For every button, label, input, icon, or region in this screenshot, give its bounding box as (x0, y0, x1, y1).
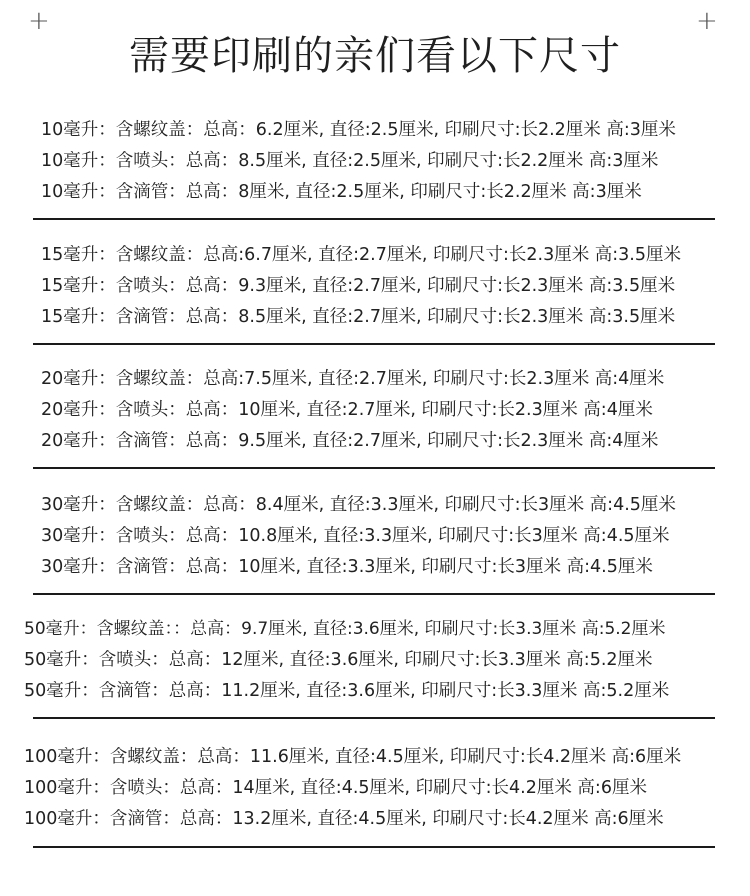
section-divider (33, 218, 715, 220)
size-row: 50毫升：含螺纹盖：：总高：9.7厘米, 直径:3.6厘米, 印刷尺寸:长3.3厘米 高:5.2厘米 (24, 619, 666, 639)
size-row: 10毫升：含喷头：总高：8.5厘米, 直径:2.5厘米, 印刷尺寸:长2.2厘米 高:3厘米 (41, 151, 659, 171)
size-row: 10毫升：含螺纹盖：总高：6.2厘米, 直径:2.5厘米, 印刷尺寸:长2.2厘米 高:3厘米 (41, 120, 676, 140)
section-divider (33, 717, 715, 719)
section-divider (33, 593, 715, 595)
size-row: 100毫升：含滴管：总高：13.2厘米, 直径:4.5厘米, 印刷尺寸:长4.2厘米 高:6厘米 (24, 809, 664, 829)
size-row: 100毫升：含喷头：总高：14厘米, 直径:4.5厘米, 印刷尺寸:长4.2厘米 高:6厘米 (24, 778, 647, 798)
size-row: 20毫升：含螺纹盖：总高:7.5厘米, 直径:2.7厘米, 印刷尺寸:长2.3厘米 高:4厘米 (41, 369, 665, 389)
section-divider (33, 467, 715, 469)
size-row: 20毫升：含喷头：总高：10厘米, 直径:2.7厘米, 印刷尺寸:长2.3厘米 高:4厘米 (41, 400, 653, 420)
section-divider (33, 846, 715, 848)
size-row: 30毫升：含滴管：总高：10厘米, 直径:3.3厘米, 印刷尺寸:长3厘米 高:4.5厘米 (41, 557, 653, 577)
size-row: 30毫升：含喷头：总高：10.8厘米, 直径:3.3厘米, 印刷尺寸:长3厘米 高:4.5厘米 (41, 526, 670, 546)
size-row: 50毫升：含滴管：总高：11.2厘米, 直径:3.6厘米, 印刷尺寸:长3.3厘米 高:5.2厘米 (24, 681, 670, 701)
size-row: 100毫升：含螺纹盖：总高：11.6厘米, 直径:4.5厘米, 印刷尺寸:长4.2厘米 高:6厘米 (24, 747, 682, 767)
size-row: 50毫升：含喷头：总高：12厘米, 直径:3.6厘米, 印刷尺寸:长3.3厘米 高:5.2厘米 (24, 650, 653, 670)
size-row: 30毫升：含螺纹盖：总高：8.4厘米, 直径:3.3厘米, 印刷尺寸:长3厘米 高:4.5厘米 (41, 495, 676, 515)
size-row: 10毫升：含滴管：总高：8厘米, 直径:2.5厘米, 印刷尺寸:长2.2厘米 高:3厘米 (41, 182, 642, 202)
size-row: 20毫升：含滴管：总高：9.5厘米, 直径:2.7厘米, 印刷尺寸:长2.3厘米 高:4厘米 (41, 431, 659, 451)
crop-mark-left-icon: + (28, 6, 50, 36)
size-row: 15毫升：含滴管：总高：8.5厘米, 直径:2.7厘米, 印刷尺寸:长2.3厘米 高:3.5厘米 (41, 307, 676, 327)
size-row: 15毫升：含喷头：总高：9.3厘米, 直径:2.7厘米, 印刷尺寸:长2.3厘米 高:3.5厘米 (41, 276, 676, 296)
crop-mark-right-icon: + (696, 6, 718, 36)
size-row: 15毫升：含螺纹盖：总高:6.7厘米, 直径:2.7厘米, 印刷尺寸:长2.3厘米 高:3.5厘米 (41, 245, 681, 265)
section-divider (33, 343, 715, 345)
page-title: 需要印刷的亲们看以下尺寸 (129, 33, 621, 79)
